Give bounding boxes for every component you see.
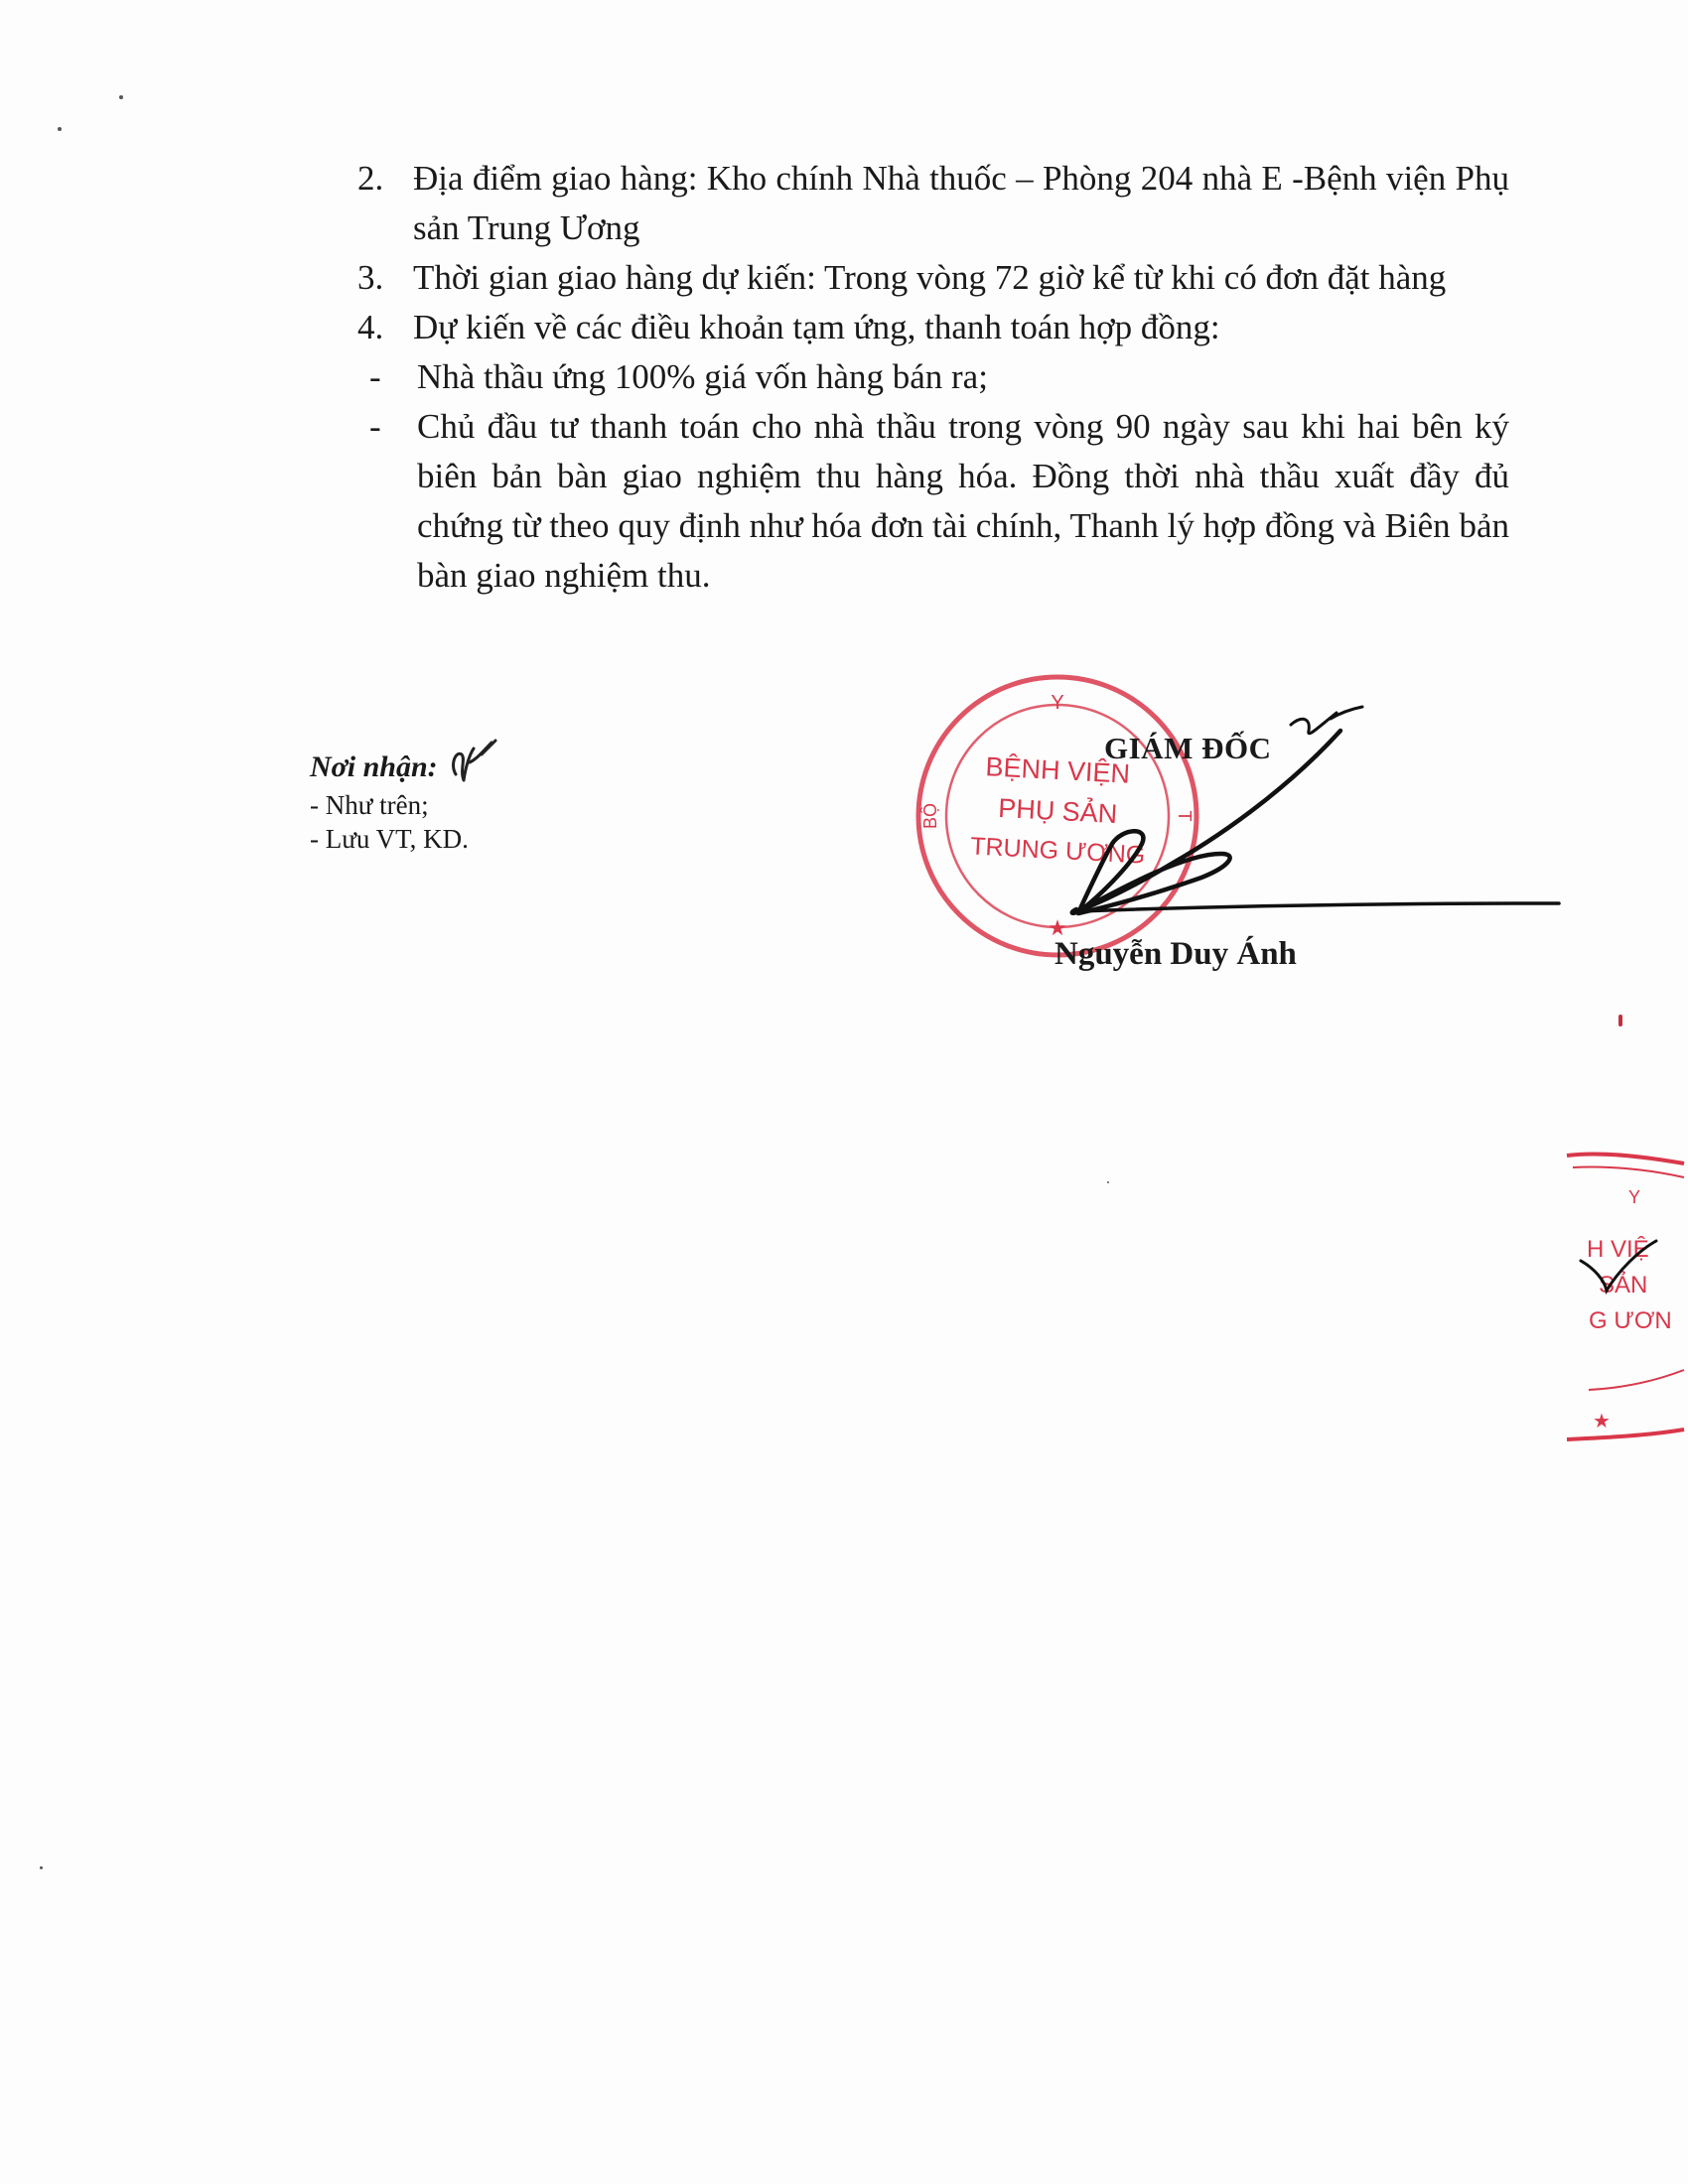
bullet-item-advance: [357, 352, 1509, 402]
document-body: [357, 154, 1509, 601]
list-item-delivery-time: [357, 253, 1509, 303]
recipients-heading: Nơi nhận:: [310, 751, 438, 783]
edge-seal: [1559, 1142, 1688, 1449]
bullet-item-text: Chủ đầu tư thanh toán cho nhà thầu trong vòng 90 ngày sau khi hai bên ký biên bản bàn giao nghiệm thu hàng hóa. Đồng thời nhà thầu xuất đầy đủ chứng từ theo quy định như hóa đơn tài chính, Thanh lý hợp đồng và Biên bản bàn giao nghiệm thu.: [417, 407, 1509, 595]
scan-speck: [1107, 1181, 1109, 1183]
edge-seal-line1: H VIỆ: [1587, 1236, 1649, 1263]
edge-seal-line3: G ƯƠN: [1589, 1307, 1672, 1334]
stamp-arc-left: BỘ: [920, 802, 940, 830]
recipient-line: - Lưu VT, KD.: [310, 824, 469, 854]
signatory-name: Nguyễn Duy Ánh: [1055, 936, 1297, 972]
svg-text:★: ★: [1593, 1409, 1611, 1433]
list-item-text: Thời gian giao hàng dự kiến: Trong vòng 72 giờ kể từ khi có đơn đặt hàng: [413, 258, 1447, 297]
scan-speck: [1618, 1015, 1622, 1026]
stamp-arc-right: T: [1175, 810, 1195, 822]
bullet-item-text: Nhà thầu ứng 100% giá vốn hàng bán ra;: [417, 357, 988, 396]
signatory-title: GIÁM ĐỐC: [1104, 731, 1272, 765]
list-marker: 4.: [357, 308, 384, 346]
scan-speck: [119, 95, 123, 99]
bullet-marker: -: [369, 357, 381, 396]
stamp-text-line3: TRUNG ƯƠNG: [969, 832, 1146, 870]
list-item-delivery-location: [357, 154, 1509, 253]
recipients-block: [310, 737, 517, 856]
list-marker: 2.: [357, 159, 384, 198]
edge-seal-line2: SẢN: [1599, 1272, 1648, 1298]
svg-text:★: ★: [1048, 916, 1067, 941]
scan-speck: [58, 127, 62, 131]
recipient-line: - Như trên;: [310, 790, 429, 820]
bullet-marker: -: [369, 407, 381, 446]
stamp-text-line1: BỆNH VIỆN: [984, 751, 1131, 789]
svg-text:Y: Y: [1051, 692, 1064, 714]
svg-text:Y: Y: [1628, 1187, 1641, 1207]
scan-speck: [40, 1866, 43, 1869]
bullet-item-payment: [357, 402, 1509, 601]
stamp-text-line2: PHỤ SẢN: [997, 792, 1118, 830]
list-marker: 3.: [357, 258, 384, 297]
handwritten-signature: [1043, 705, 1579, 943]
list-item-text: Địa điểm giao hàng: Kho chính Nhà thuốc – Phòng 204 nhà E -Bệnh viện Phụ sản Trung Ương: [413, 159, 1509, 247]
list-item-payment-terms: [357, 303, 1509, 352]
list-item-text: Dự kiến về các điều khoản tạm ứng, thanh toán hợp đồng:: [413, 308, 1220, 346]
initials-mark: [448, 737, 517, 786]
